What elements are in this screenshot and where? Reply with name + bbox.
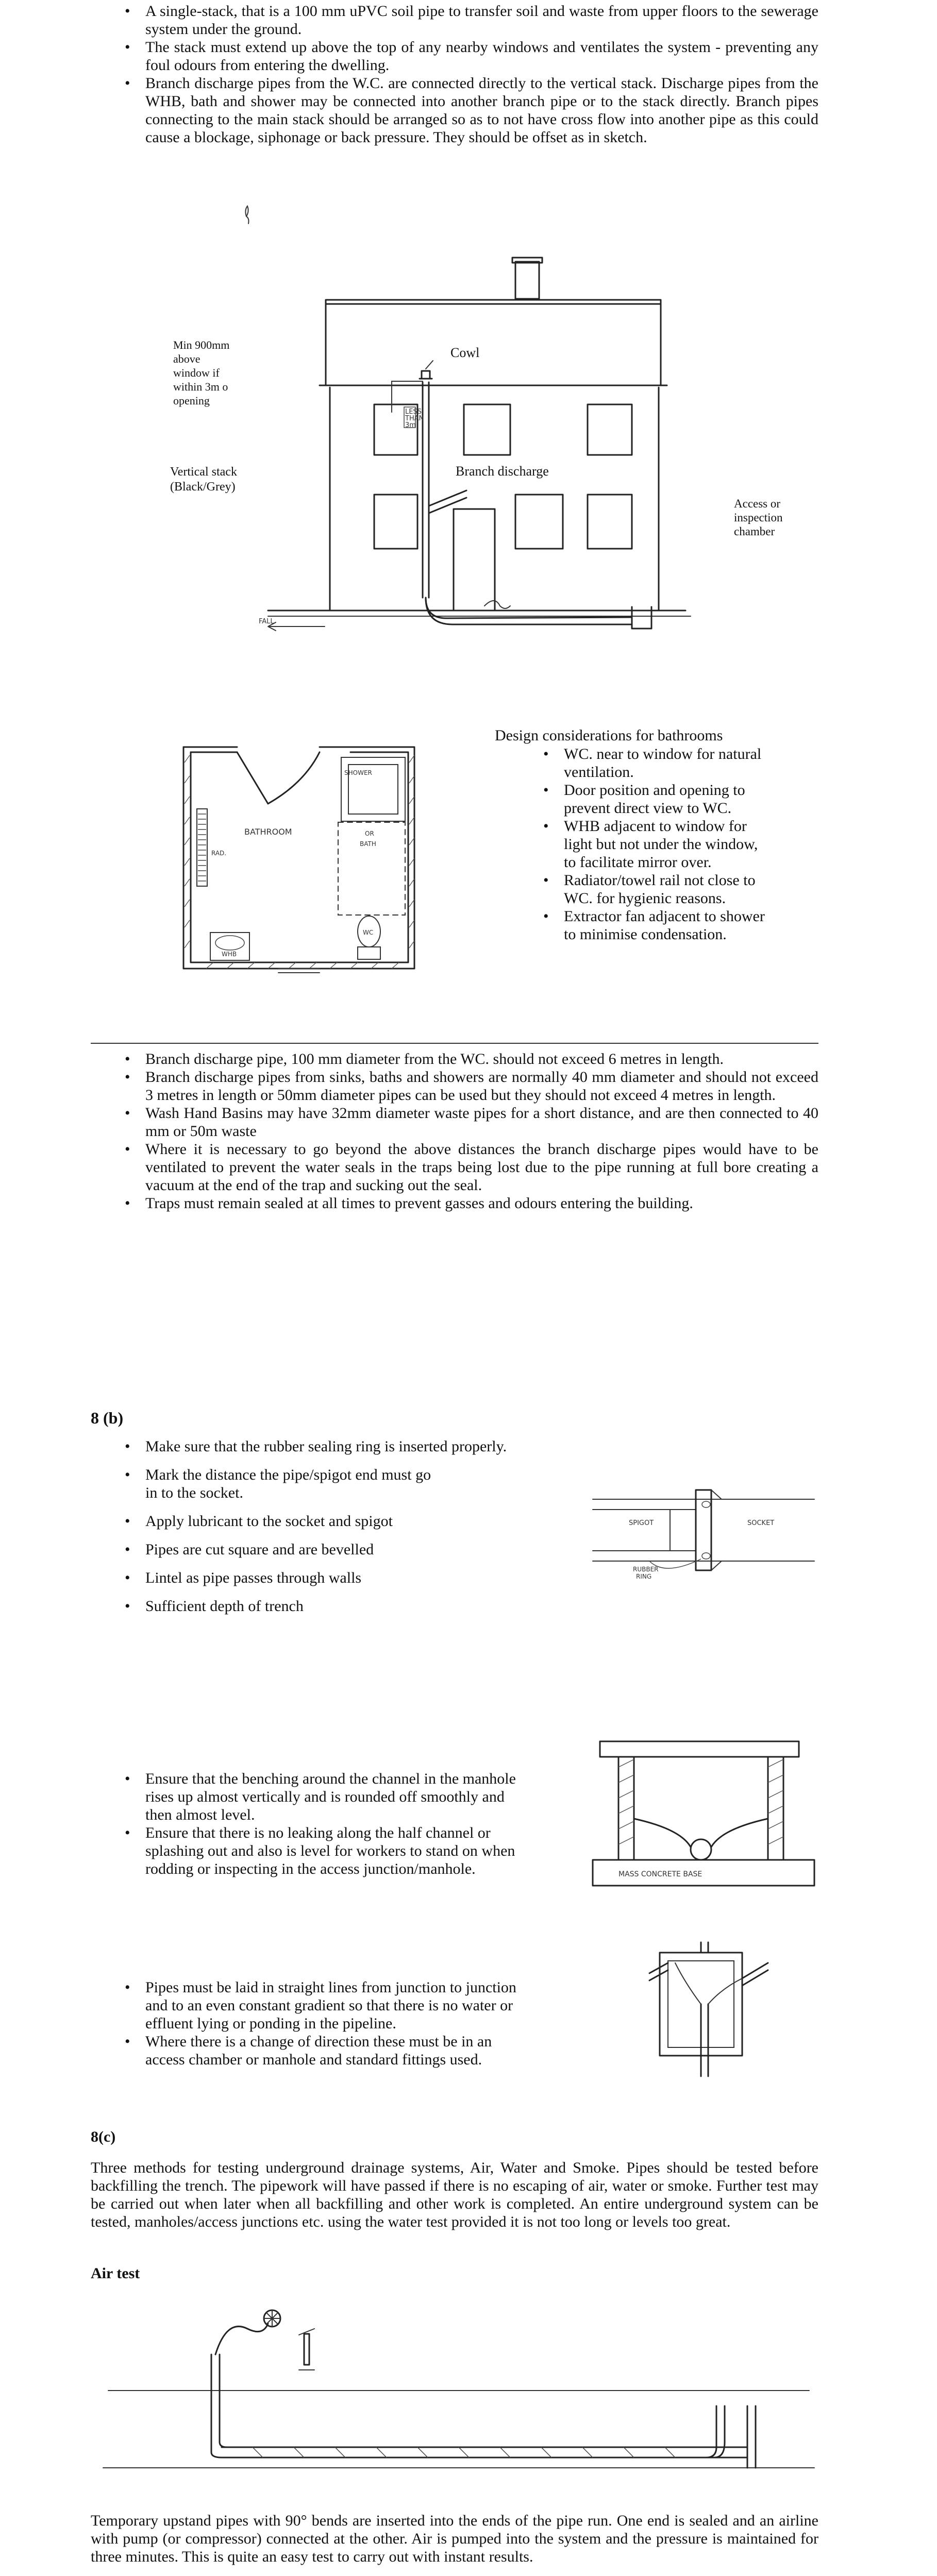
house-drawing	[0, 0, 937, 644]
intro-bullet: • The stack must extend up above the top of any nearby windows and ventilates the system - preventing any foul odours from entering the dwelling.	[118, 38, 818, 74]
stack-note-line-3: 3m	[405, 421, 416, 429]
pipe-joint-drawing	[593, 1484, 819, 1587]
fall-label: FALL	[259, 618, 274, 625]
whb-label: WHB	[222, 951, 237, 958]
stack-note-line-2: THAN	[405, 415, 424, 422]
air-test-drawing	[98, 2287, 819, 2504]
vertical-stack-label: Vertical stack (Black/Grey)	[170, 465, 237, 494]
pipeline-bullet-list	[118, 1978, 530, 2069]
branch-bullet: • Branch discharge pipes from sinks, baths and showers are normally 40 mm diameter and should not exceed 3 metres in length or 50mm diameter pipes can be used but they should not exceed 4 metres in length.	[118, 1068, 818, 1104]
stack-note-line-1: LESS	[405, 408, 422, 416]
mass-concrete-label: MASS CONCRETE BASE	[618, 1870, 702, 1878]
branch-bullet: • Branch discharge pipe, 100 mm diameter from the WC. should not exceed 6 metres in length.	[118, 1050, 818, 1068]
spigot-label: SPIGOT	[629, 1519, 654, 1527]
bathroom-considerations-title: Design considerations for bathrooms	[495, 727, 723, 744]
min-window-label: Min 900mm above window if within 3m o opening	[173, 338, 230, 407]
intro-bullet: • Branch discharge pipes from the W.C. are connected directly to the vertical stack. Discharge pipes from the WHB, bath and shower may be connected into another branch pipe or to the stack directly. Branch pipes connecting to the main stack should be arranged so as to not have cross flow into another pipe as this could cause a blockage, siphonage or back pressure. They should be offset as in sketch.	[118, 74, 818, 146]
bathroom-label: BATHROOM	[244, 827, 292, 837]
air-test-text: Temporary upstand pipes with 90° bends are inserted into the ends of the pipe run. One end is sealed and an airline with pump (or compressor) connected at the other. Air is pumped into the system and the pressure is maintained for three minutes. This is quite an easy test to carry out with instant results.	[91, 2512, 818, 2565]
branch-bullet: • Where it is necessary to go beyond the above distances the branch discharge pipes would have to be ventilated to prevent the water seals in the traps being lost due to the pipe running at full bore creating a vacuum at the end of the trap and sucking out the seal.	[118, 1140, 818, 1194]
pipeline-bullet: • Where there is a change of direction these must be in an access chamber or manhole and standard fittings used.	[118, 2032, 530, 2069]
section-divider	[91, 1043, 818, 1044]
cowl-label: Cowl	[450, 345, 480, 360]
shower-label: SHOWER	[344, 769, 372, 776]
house-sketch	[0, 0, 937, 644]
branch-bullet: • Traps must remain sealed at all times to prevent gasses and odours entering the building.	[118, 1194, 818, 1212]
section-8b-bullet-list	[118, 1437, 520, 1625]
air-test-heading: Air test	[91, 2265, 140, 2282]
section-8b-bullet: • Apply lubricant to the socket and spigot	[118, 1512, 520, 1530]
consideration-item: • Door position and opening to prevent direct view to WC.	[536, 781, 773, 817]
section-8c-heading: 8(c)	[91, 2128, 116, 2145]
consideration-item: • WHB adjacent to window for light but not under the window, to facilitate mirror over.	[536, 817, 773, 871]
bathroom-considerations-list	[536, 745, 773, 943]
manhole-bullet: • Ensure that there is no leaking along the half channel or splashing out and also is level for workers to stand on when rodding or inspecting in the access junction/manhole.	[118, 1824, 530, 1878]
section-8b-bullet: • Lintel as pipe passes through walls	[118, 1569, 520, 1587]
manhole-drawing	[588, 1736, 825, 1901]
branch-discharge-label: Branch discharge	[456, 464, 549, 479]
section-8b-bullet: • Mark the distance the pipe/spigot end must go in to the socket.	[118, 1466, 434, 1502]
section-8b-bullet: • Pipes are cut square and are bevelled	[118, 1540, 520, 1558]
wc-label: WC	[363, 929, 374, 936]
consideration-item: • Radiator/towel rail not close to WC. for hygienic reasons.	[536, 871, 773, 907]
section-8b-bullet: • Sufficient depth of trench	[118, 1597, 520, 1615]
consideration-item: • Extractor fan adjacent to shower to minimise condensation.	[536, 907, 773, 943]
bath-label: BATH	[360, 840, 376, 848]
access-chamber-label: Access or inspection chamber	[734, 497, 783, 538]
intro-bullet: • A single-stack, that is a 100 mm uPVC soil pipe to transfer soil and waste from upper floors to the sewerage system under the ground.	[118, 2, 818, 38]
socket-label: SOCKET	[747, 1519, 775, 1527]
air-test-sketch	[98, 2287, 819, 2504]
section-8c-intro: Three methods for testing underground drainage systems, Air, Water and Smoke. Pipes should be tested before backfilling the trench. The pipework will have passed if there is no escaping of air, water or smoke. Further test may be carried out when later when all backfilling and other work is completed. An entire underground system can be tested, manholes/access junctions etc. using the water test provided it is not too long or levels too great.	[91, 2159, 818, 2230]
rad-label: RAD.	[211, 850, 227, 857]
branch-bullet-list	[118, 1050, 818, 1212]
access-chamber-sketch	[644, 1942, 768, 2076]
or-label: OR	[365, 830, 374, 837]
section-8b-bullet: • Make sure that the rubber sealing ring is inserted properly.	[118, 1437, 520, 1455]
manhole-bullet-list	[118, 1770, 530, 1878]
rubber-ring-label-2: RING	[636, 1573, 652, 1580]
manhole-bullet: • Ensure that the benching around the channel in the manhole rises up almost vertically and is rounded off smoothly and then almost level.	[118, 1770, 530, 1824]
pipeline-bullet: • Pipes must be laid in straight lines from junction to junction and to an even constant gradient so that there is no water or effluent lying or ponding in the pipeline.	[118, 1978, 530, 2032]
section-8b-heading: 8 (b)	[91, 1409, 124, 1427]
manhole-sketch	[588, 1736, 825, 1901]
bathroom-drawing	[0, 716, 464, 994]
access-chamber-drawing	[644, 1942, 768, 2076]
consideration-item: • WC. near to window for natural ventilation.	[536, 745, 773, 781]
pipe-joint-sketch	[593, 1484, 819, 1587]
rubber-ring-label-1: RUBBER	[633, 1566, 659, 1573]
bathroom-plan	[0, 716, 464, 994]
branch-bullet: • Wash Hand Basins may have 32mm diameter waste pipes for a short distance, and are then connected to 40 mm or 50m waste	[118, 1104, 818, 1140]
